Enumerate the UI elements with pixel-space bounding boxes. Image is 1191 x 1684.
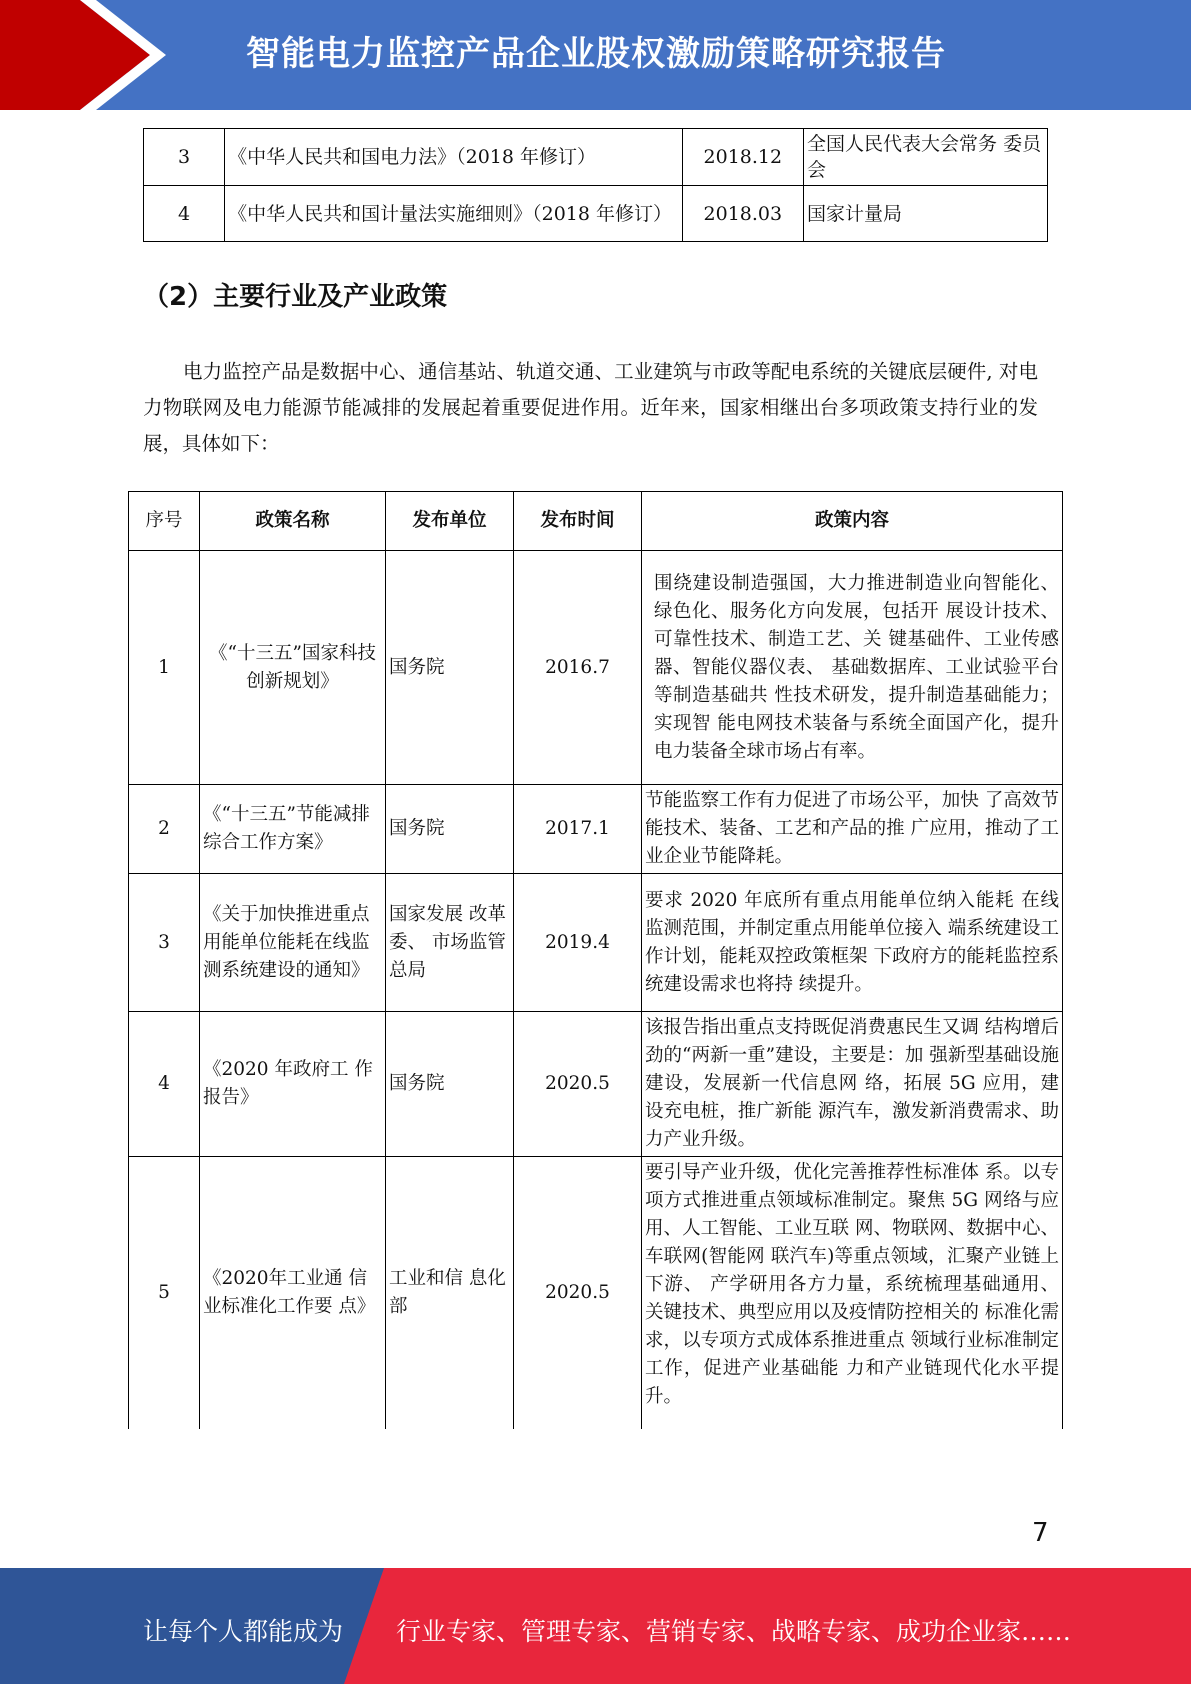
- table-row: [129, 551, 1063, 785]
- header-date: 发布时间: [514, 492, 642, 551]
- header-org: 发布单位: [386, 492, 514, 551]
- policy-date: 2016.7: [514, 551, 642, 785]
- policy-name: 《2020 年政府工 作报告》: [200, 1012, 386, 1157]
- page-footer: [0, 1568, 1191, 1684]
- header-content: 政策内容: [642, 492, 1063, 551]
- row-number: 4: [129, 1012, 200, 1157]
- row-number: 4: [144, 186, 225, 242]
- table-header-row: [129, 492, 1063, 551]
- policy-name: 《关于加快推进重点用能单位能耗在线监测系统建设的通知》: [200, 874, 386, 1012]
- page-number: 7: [1032, 1518, 1049, 1548]
- document-title: 智能电力监控产品企业股权激励策略研究报告: [246, 34, 946, 74]
- policy-org: 国家发展 改革委、 市场监管 总局: [386, 874, 514, 1012]
- table-row: [144, 186, 1048, 242]
- table-row: [129, 1157, 1063, 1429]
- table-row: [144, 129, 1048, 186]
- law-name: 《中华人民共和国电力法》（2018 年修订）: [225, 129, 682, 186]
- policy-date: 2020.5: [514, 1012, 642, 1157]
- page-header: [0, 0, 1191, 110]
- row-number: 3: [129, 874, 200, 1012]
- law-table: [143, 128, 1048, 242]
- policy-name: 《2020年工业通 信业标准化工作要 点》: [200, 1157, 386, 1429]
- policy-content: 要求 2020 年底所有重点用能单位纳入能耗 在线监测范围，并制定重点用能单位接入 端系统建设工作计划，能耗双控政策框架 下政府方的能耗监控系统建设需求也将持 续提升。: [642, 874, 1063, 1012]
- policy-org: 国务院: [386, 551, 514, 785]
- footer-slogan-right: 行业专家、管理专家、营销专家、战略专家、成功企业家……: [396, 1617, 1072, 1646]
- table-row: [129, 874, 1063, 1012]
- law-date: 2018.03: [682, 186, 803, 242]
- policy-content: 围绕建设制造强国，大力推进制造业向智能化、绿色化、服务化方向发展，包括开 展设计技术、可靠性技术、制造工艺、关 键基础件、工业传感器、智能仪器仪表、 基础数据库、工业试验平台等制造基础共 性技术研发，提升制造基础能力；实现智 能电网技术装备与系统全面国产化，提升 电力装备全球市场占有率。: [642, 551, 1063, 785]
- footer-slogan-left: 让每个人都能成为: [143, 1617, 344, 1646]
- header-name: 政策名称: [200, 492, 386, 551]
- policy-name: 《“十三五”国家科技创新规划》: [200, 551, 386, 785]
- law-org: 全国人民代表大会常务 委员会: [804, 129, 1048, 186]
- policy-date: 2020.5: [514, 1157, 642, 1429]
- table-row: [129, 1012, 1063, 1157]
- policy-content: 要引导产业升级，优化完善推荐性标准体 系。以专项方式推进重点领域标准制定。聚焦 5G 网络与应用、人工智能、工业互联 网、物联网、数据中心、车联网(智能网 联汽车)等重点领域，汇聚产业链上下游、 产学研用各方力量，系统梳理基础通用、 关键技术、典型应用以及疫情防控相关的 标准化需求，以专项方式成体系推进重点 领域行业标准制定工作，促进产业基础能 力和产业链现代化水平提升。: [642, 1157, 1063, 1429]
- policy-org: 工业和信 息化部: [386, 1157, 514, 1429]
- law-org: 国家计量局: [804, 186, 1048, 242]
- row-number: 5: [129, 1157, 200, 1429]
- policy-date: 2019.4: [514, 874, 642, 1012]
- row-number: 2: [129, 785, 200, 874]
- intro-paragraph: [143, 354, 1038, 462]
- section-heading: （2）主要行业及产业政策: [143, 282, 448, 312]
- policy-org: 国务院: [386, 785, 514, 874]
- law-date: 2018.12: [682, 129, 803, 186]
- intro-text: 电力监控产品是数据中心、通信基站、轨道交通、工业建筑与市政等配电系统的关键底层硬件, 对电力物联网及电力能源节能减排的发展起着重要促进作用。近年来，国家相继出台多项政策支持行业的发展，具体如下：: [143, 360, 1038, 455]
- row-number: 3: [144, 129, 225, 186]
- header-no: 序号: [129, 492, 200, 551]
- policy-org: 国务院: [386, 1012, 514, 1157]
- table-row: [129, 785, 1063, 874]
- policy-name: 《“十三五”节能减排综合工作方案》: [200, 785, 386, 874]
- policy-date: 2017.1: [514, 785, 642, 874]
- policy-table: [128, 491, 1063, 1429]
- policy-content: 该报告指出重点支持既促消费惠民生又调 结构增后劲的“两新一重”建设，主要是：加 强新型基础设施建设，发展新一代信息网 络，拓展 5G 应用，建设充电桩，推广新能 源汽车，激发新消费需求、助力产业升级。: [642, 1012, 1063, 1157]
- row-number: 1: [129, 551, 200, 785]
- law-name: 《中华人民共和国计量法实施细则》（2018 年修订）: [225, 186, 682, 242]
- policy-content: 节能监察工作有力促进了市场公平，加快 了高效节能技术、装备、工艺和产品的推 广应用，推动了工业企业节能降耗。: [642, 785, 1063, 874]
